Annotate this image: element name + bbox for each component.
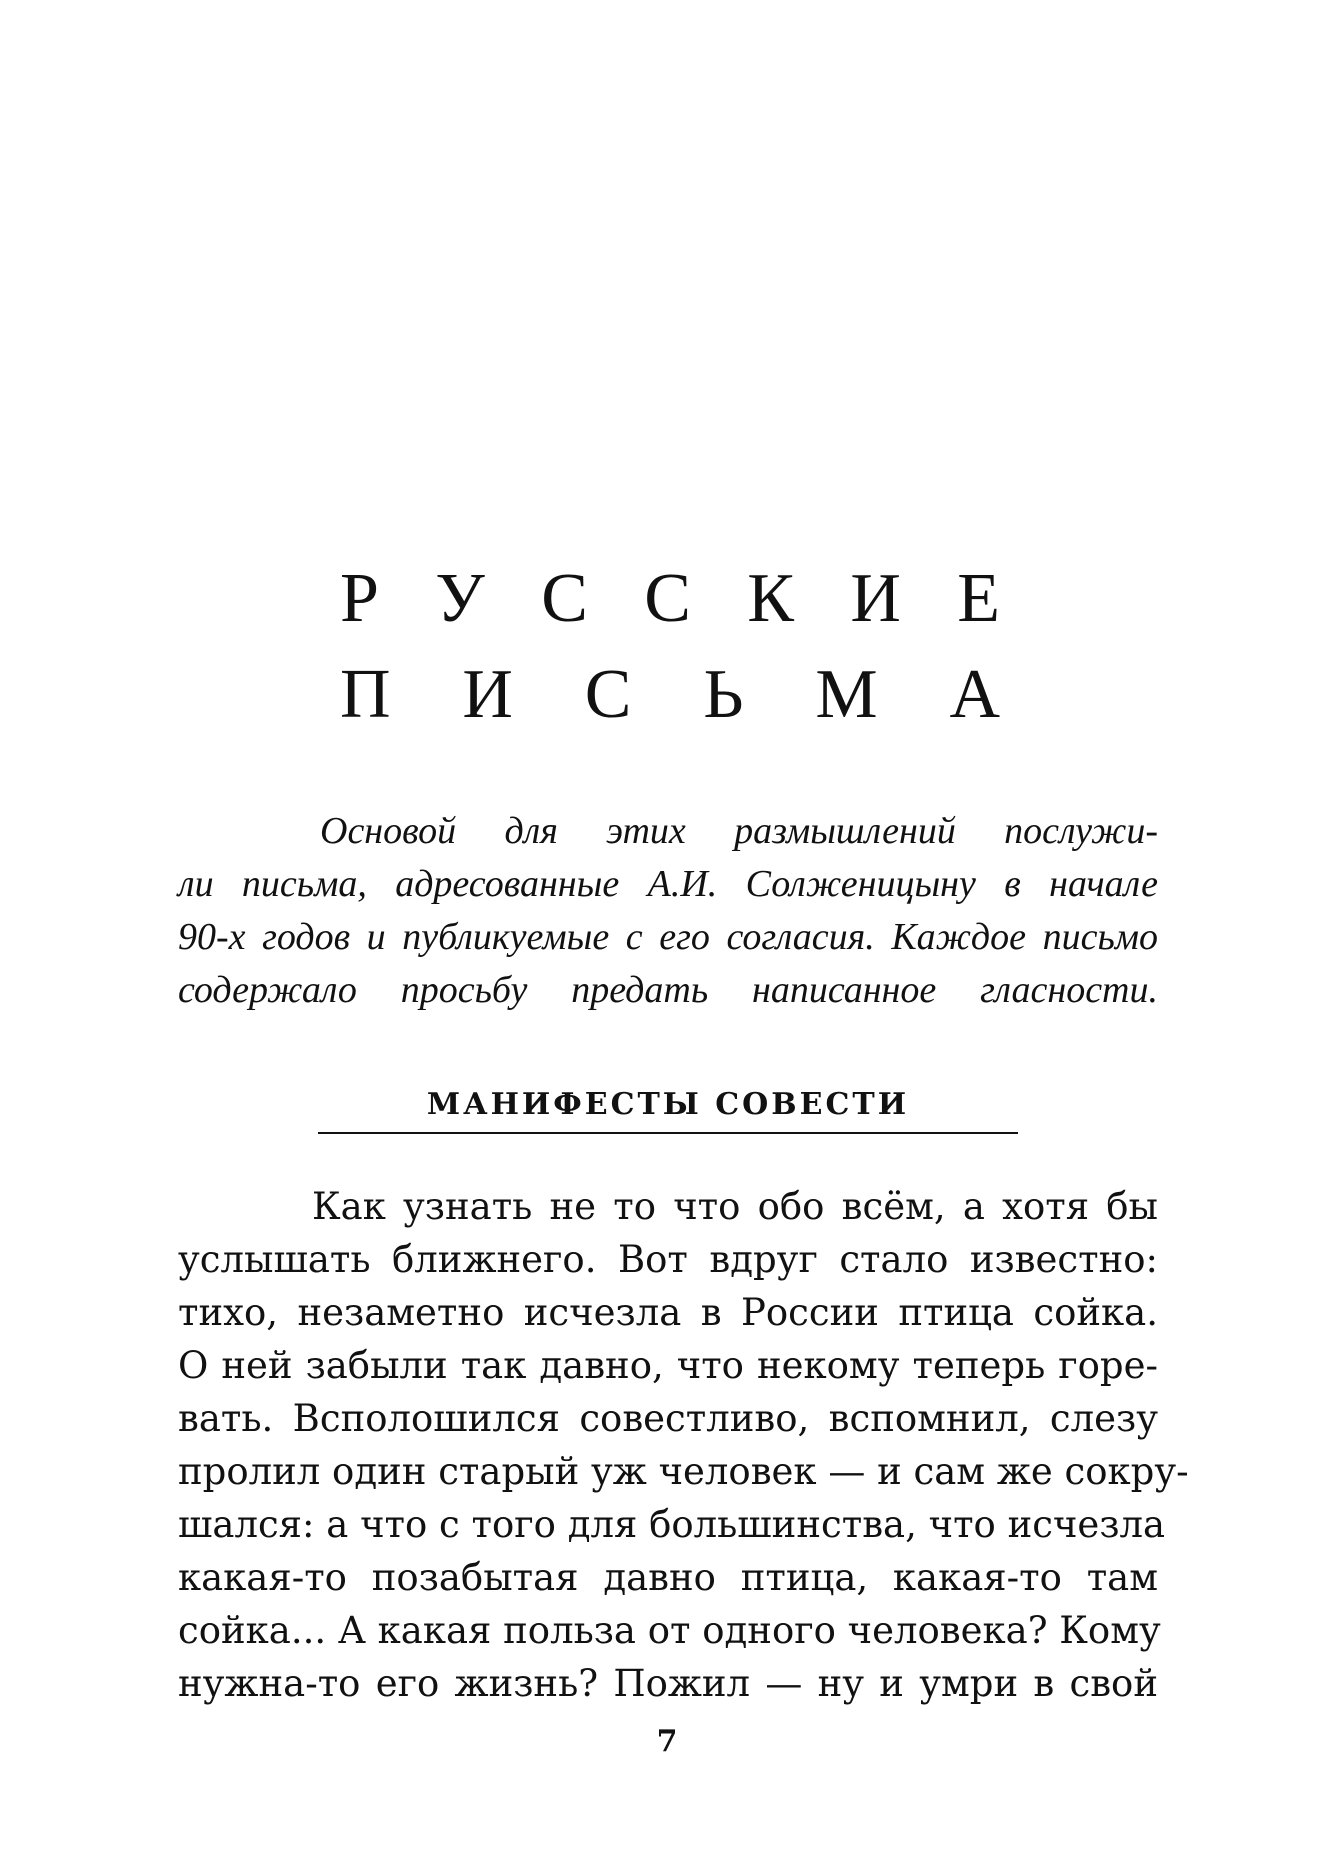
section-heading: МАНИФЕСТЫ СОВЕСТИ [426, 1087, 910, 1122]
page-number: 7 [656, 1724, 678, 1759]
body-line: сойка... А какая польза от одного человека? Кому [178, 1609, 1161, 1652]
body-line: вать. Всполошился совестливо, вспомнил, слезу [178, 1397, 1158, 1440]
chapter-title-line-1: Р У С С К И Е [340, 560, 1000, 637]
heading-underline [318, 1132, 1018, 1134]
body-line: шался: а что с того для большинства, что исчезла [178, 1503, 1166, 1546]
body-line: О ней забыли так давно, что некому теперь горе- [178, 1344, 1158, 1387]
body-line: какая-то позабытая давно птица, какая-то там [178, 1556, 1158, 1599]
epigraph [178, 805, 1158, 1017]
epigraph-line: содержало просьбу предать написанное гласности. [178, 969, 1158, 1011]
epigraph-line: ли письма, адресованные А.И. Солженицыну в начале [178, 863, 1158, 905]
body-line: тихо, незаметно исчезла в России птица сойка. [178, 1291, 1158, 1334]
chapter-title-line-2: П И С Ь М А [340, 656, 1000, 733]
body-paragraph [178, 1180, 1189, 1710]
epigraph-line: Основой для этих размышлений послужи- [320, 810, 1158, 852]
body-line: нужна-то его жизнь? Пожил — ну и умри в свой [178, 1662, 1158, 1705]
body-line: услышать ближнего. Вот вдруг стало известно: [178, 1238, 1158, 1281]
body-line: Как узнать не то что обо всём, а хотя бы [312, 1185, 1158, 1228]
body-line: пролил один старый уж человек — и сам же сокру- [178, 1450, 1189, 1493]
epigraph-line: 90-х годов и публикуемые с его согласия. Каждое письмо [178, 916, 1158, 958]
